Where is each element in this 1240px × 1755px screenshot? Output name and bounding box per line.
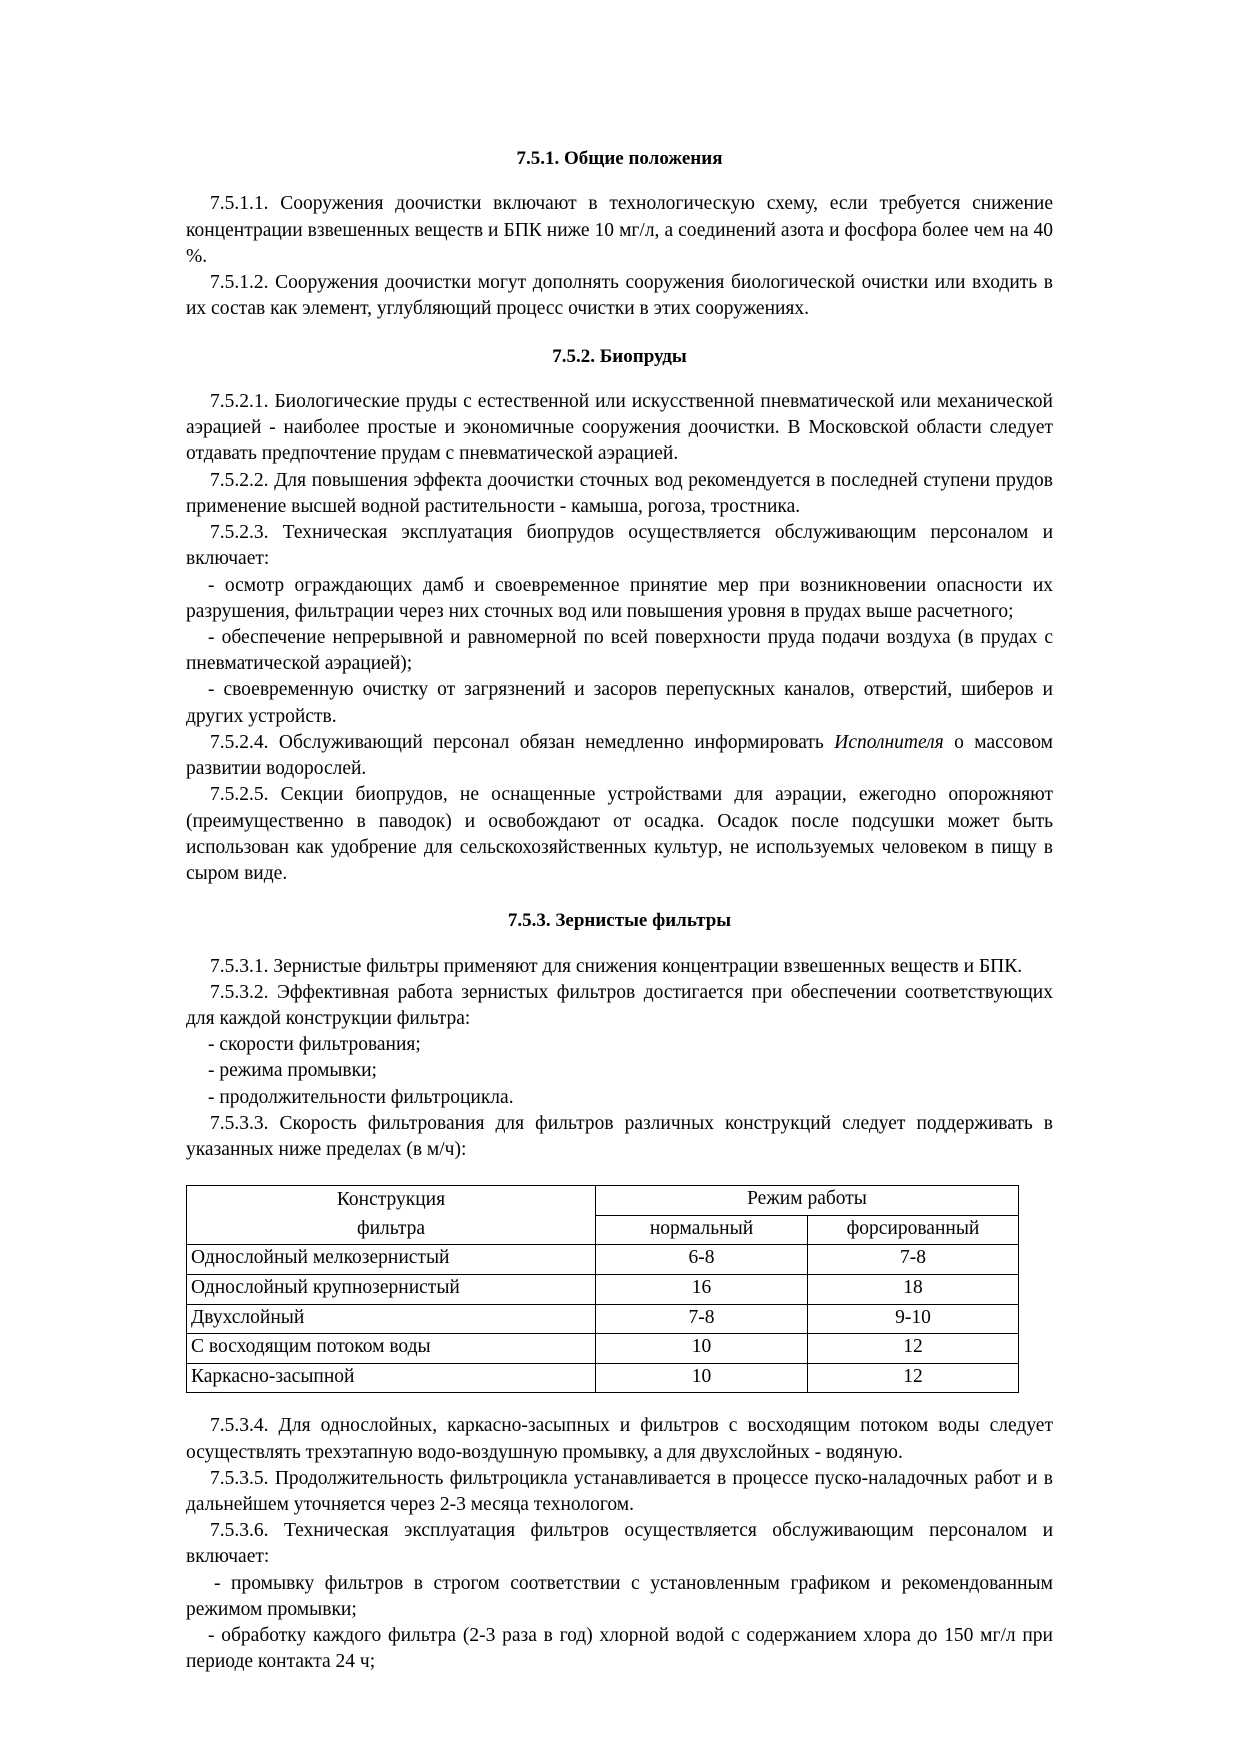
paragraph-7532: 7.5.3.2. Эффективная работа зернистых фильтров достигается при обеспечении соответствующих для каждой конструкции фильтра: <box>186 981 1053 1030</box>
table-header-construction-line1: Конструкция <box>187 1186 596 1216</box>
table-cell-filter-name: Однослойный мелкозернистый <box>187 1245 596 1275</box>
paragraph-7525: 7.5.2.5. Секции биопрудов, не оснащенные устройствами для аэрации, ежегодно опорожняют (преимущественно в паводок) и освобождают от осадка. Осадок после подсушки может быть использован как удобрение для сельскохозяйственных культур, не используемых человеком в пищу в сыром виде. <box>186 784 1053 884</box>
table-row <box>187 1245 1019 1275</box>
paragraph-7524-italic-term: Исполнителя <box>834 731 944 753</box>
table-row <box>187 1363 1019 1393</box>
bullet-continuous-air-supply: - обеспечение непрерывной и равномерной по всей поверхности пруда подачи воздуха (в прудах с пневматической аэрацией); <box>186 626 1053 675</box>
bullet-filtration-speed: - скорости фильтрования; <box>208 1034 421 1056</box>
document-body <box>186 146 1053 1675</box>
bullet-inspection-dams: - осмотр ограждающих дамб и своевременное принятие мер при возникновении опасности их разрушения, фильтрации через них сточных вод или повышения уровня в прудах выше расчетного; <box>186 574 1053 622</box>
table-cell-forced: 18 <box>808 1275 1019 1305</box>
table-cell-forced: 7-8 <box>808 1245 1019 1275</box>
table-header-row-top <box>187 1186 1019 1216</box>
table-header-normal: нормальный <box>596 1215 808 1245</box>
table-cell-normal: 16 <box>596 1275 808 1305</box>
paragraph-7531: 7.5.3.1. Зернистые фильтры применяют для снижения концентрации взвешенных веществ и БПК. <box>210 955 1023 977</box>
table-cell-normal: 10 <box>596 1334 808 1364</box>
spacer <box>186 934 1053 954</box>
paragraph-7523: 7.5.2.3. Техническая эксплуатация биопрудов осуществляется обслуживающим персоналом и включает: <box>186 522 1053 570</box>
paragraph-7534: 7.5.3.4. Для однослойных, каркасно-засыпных и фильтров с восходящим потоком воды следует осуществлять трехэтапную водо-воздушную промывку, а для двухслойных - водяную. <box>186 1415 1053 1463</box>
paragraph-7522: 7.5.2.2. Для повышения эффекта доочистки сточных вод рекомендуется в последней ступени прудов применение высшей водной растительности - камыша, рогоза, тростника. <box>186 469 1053 517</box>
paragraph-7536: 7.5.3.6. Техническая эксплуатация фильтров осуществляется обслуживающим персоналом и включает: <box>186 1520 1053 1568</box>
section-heading-753: 7.5.3. Зернистые фильтры <box>507 910 732 932</box>
table-cell-filter-name: Каркасно-засыпной <box>187 1363 596 1393</box>
bullet-wash-mode: - режима промывки; <box>208 1060 377 1082</box>
filtration-speed-table <box>186 1185 1019 1393</box>
table-cell-forced: 9-10 <box>808 1304 1019 1334</box>
table-row <box>187 1304 1019 1334</box>
table-header-row-bottom <box>187 1215 1019 1245</box>
spacer <box>186 369 1053 389</box>
table-cell-normal: 10 <box>596 1363 808 1393</box>
spacer <box>186 323 1053 344</box>
bullet-timely-cleaning: - своевременную очистку от загрязнений и засоров перепускных каналов, отверстий, шиберов и других устройств. <box>186 679 1053 727</box>
table-header-construction-line2: фильтра <box>187 1215 596 1245</box>
bullet-filter-washing: - промывку фильтров в строгом соответствии с установленным графиком и рекомендованным режимом промывки; <box>186 1572 1053 1620</box>
section-heading-751: 7.5.1. Общие положения <box>516 148 723 169</box>
table-cell-filter-name: С восходящим потоком воды <box>187 1334 596 1364</box>
table-cell-normal: 6-8 <box>596 1245 808 1275</box>
paragraph-7533: 7.5.3.3. Скорость фильтрования для фильтров различных конструкций следует поддерживать в указанных ниже пределах (в м/ч): <box>186 1112 1053 1161</box>
paragraph-7512: 7.5.1.2. Сооружения доочистки могут дополнять сооружения биологической очистки или входить в их состав как элемент, углубляющий процесс очистки в этих сооружениях. <box>186 272 1053 320</box>
table-cell-filter-name: Однослойный крупнозернистый <box>187 1275 596 1305</box>
table-cell-forced: 12 <box>808 1363 1019 1393</box>
paragraph-7535: 7.5.3.5. Продолжительность фильтроцикла устанавливается в процессе пуско-наладочных работ и в дальнейшем уточняется через 2-3 месяца технологом. <box>186 1467 1053 1515</box>
bullet-chlorine-treatment: - обработку каждого фильтра (2-3 раза в год) хлорной водой с содержанием хлора до 150 мг/л при периоде контакта 24 ч; <box>186 1625 1053 1673</box>
paragraph-7521: 7.5.2.1. Биологические пруды с естественной или искусственной пневматической или механической аэрацией - наиболее простые и экономичные сооружения доочистки. В Московской области следует отдавать предпочтение прудам с пневматической аэрацией. <box>186 391 1053 465</box>
paragraph-7511: 7.5.1.1. Сооружения доочистки включают в технологическую схему, если требуется снижение концентрации взвешенных веществ и БПК ниже 10 мг/л, а соединений азота и фосфора более чем на 40 %. <box>186 193 1053 267</box>
table-cell-forced: 12 <box>808 1334 1019 1364</box>
table-row <box>187 1275 1019 1305</box>
table-cell-normal: 7-8 <box>596 1304 808 1334</box>
paragraph-7524 <box>186 730 1053 782</box>
table-header-operating-mode: Режим работы <box>596 1186 1019 1216</box>
paragraph-7524-suffix: о массовом развитии водорослей. <box>186 731 1054 780</box>
paragraph-7524-prefix: 7.5.2.4. Обслуживающий персонал обязан немедленно информировать <box>210 731 835 753</box>
table-row <box>187 1334 1019 1364</box>
spacer <box>186 171 1053 191</box>
section-heading-752: 7.5.2. Биопруды <box>552 345 687 367</box>
spacer <box>186 1393 1053 1413</box>
bullet-filtercycle-duration: - продолжительности фильтроцикла. <box>208 1086 514 1108</box>
table-cell-filter-name: Двухслойный <box>187 1304 596 1334</box>
table-header-forced: форсированный <box>808 1215 1019 1245</box>
spacer <box>186 887 1053 908</box>
